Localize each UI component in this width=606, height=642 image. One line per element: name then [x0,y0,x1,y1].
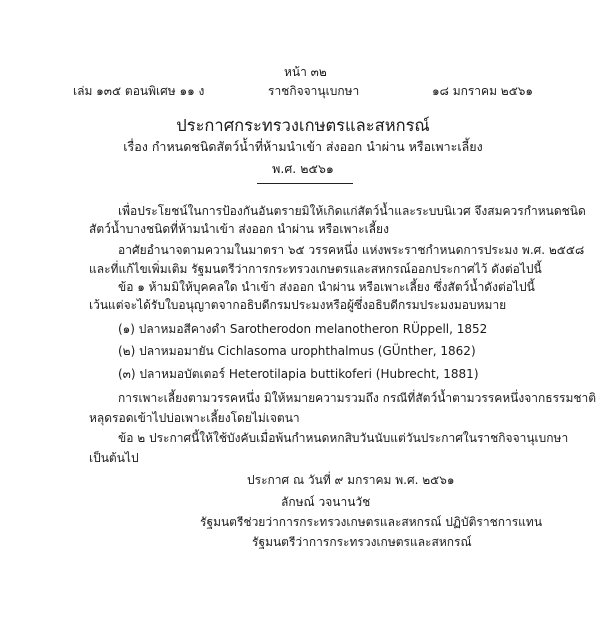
page-number: หน้า ๓๒ [284,65,327,79]
announcement-subject: เรื่อง กำหนดชนิดสัตว์น้ำที่ห้ามนำเข้า ส่งออก นำผ่าน หรือเพาะเลี้ยง [123,139,483,154]
authority-line-2: และที่แก้ไขเพิ่มเติม รัฐมนตรีว่าการกระทรวงเกษตรและสหกรณ์ออกประกาศไว้ ดังต่อไปนี้ [89,262,542,276]
authority-line-1: อาศัยอำนาจตามความในมาตรา ๖๕ วรรคหนึ่ง แห่งพระราชกำหนดการประมง พ.ศ. ๒๕๕๘ [118,243,585,257]
preamble-line-1: เพื่อประโยชน์ในการป้องกันอันตรายมิให้เกิดแก่สัตว์น้ำและระบบนิเวศ จึงสมควรกำหนดชนิด [118,204,586,218]
publication-date: ๑๘ มกราคม ๒๕๖๑ [432,84,534,98]
definition-line-2: หลุดรอดเข้าไปบ่อเพาะเลี้ยงโดยไม่เจตนา [89,411,300,425]
clause-1-line-2: เว้นแต่จะได้รับใบอนุญาตจากอธิบดีกรมประมงหรือผู้ซึ่งอธิบดีกรมประมงมอบหมาย [89,298,507,312]
signatory-position-2: รัฐมนตรีว่าการกระทรวงเกษตรและสหกรณ์ [252,535,472,549]
volume-label: เล่ม ๑๓๕ ตอนพิเศษ ๑๑ ง [73,84,205,98]
announcement-title: ประกาศกระทรวงเกษตรและสหกรณ์ [176,116,430,135]
species-item-1: (๑) ปลาหมอสีคางดำ Sarotherodon melanotheron RÜppell, 1852 [118,322,488,336]
publication-name: ราชกิจจานุเบกษา [268,84,360,98]
announcement-year: พ.ศ. ๒๕๖๑ [272,161,334,176]
signatory-name: ลักษณ์ วจนานวัช [281,495,371,509]
preamble-line-2: สัตว์น้ำบางชนิดที่ห้ามนำเข้า ส่งออก นำผ่าน หรือเพาะเลี้ยง [89,222,389,236]
clause-2-line-2: เป็นต้นไป [89,451,139,465]
species-item-3: (๓) ปลาหมอบัตเตอร์ Heterotilapia buttikoferi (Hubrecht, 1881) [118,367,479,381]
clause-1-line-1: ข้อ ๑ ห้ามมิให้บุคคลใด นำเข้า ส่งออก นำผ่าน หรือเพาะเลี้ยง ซึ่งสัตว์น้ำดังต่อไปนี้ [118,280,535,294]
definition-line-1: การเพาะเลี้ยงตามวรรคหนึ่ง มิให้หมายความรวมถึง กรณีที่สัตว์น้ำตามวรรคหนึ่งจากธรรมชาติ [118,391,597,405]
signatory-position-1: รัฐมนตรีช่วยว่าการกระทรวงเกษตรและสหกรณ์ ปฏิบัติราชการแทน [200,515,543,529]
announcement-date: ประกาศ ณ วันที่ ๙ มกราคม พ.ศ. ๒๕๖๑ [247,473,455,487]
title-divider [257,183,353,184]
clause-2-line-1: ข้อ ๒ ประกาศนี้ให้ใช้บังคับเมื่อพ้นกำหนดหกสิบวันนับแต่วันประกาศในราชกิจจานุเบกษา [118,431,569,445]
species-item-2: (๒) ปลาหมอมายัน Cichlasoma urophthalmus (GÜnther, 1862) [118,344,476,358]
